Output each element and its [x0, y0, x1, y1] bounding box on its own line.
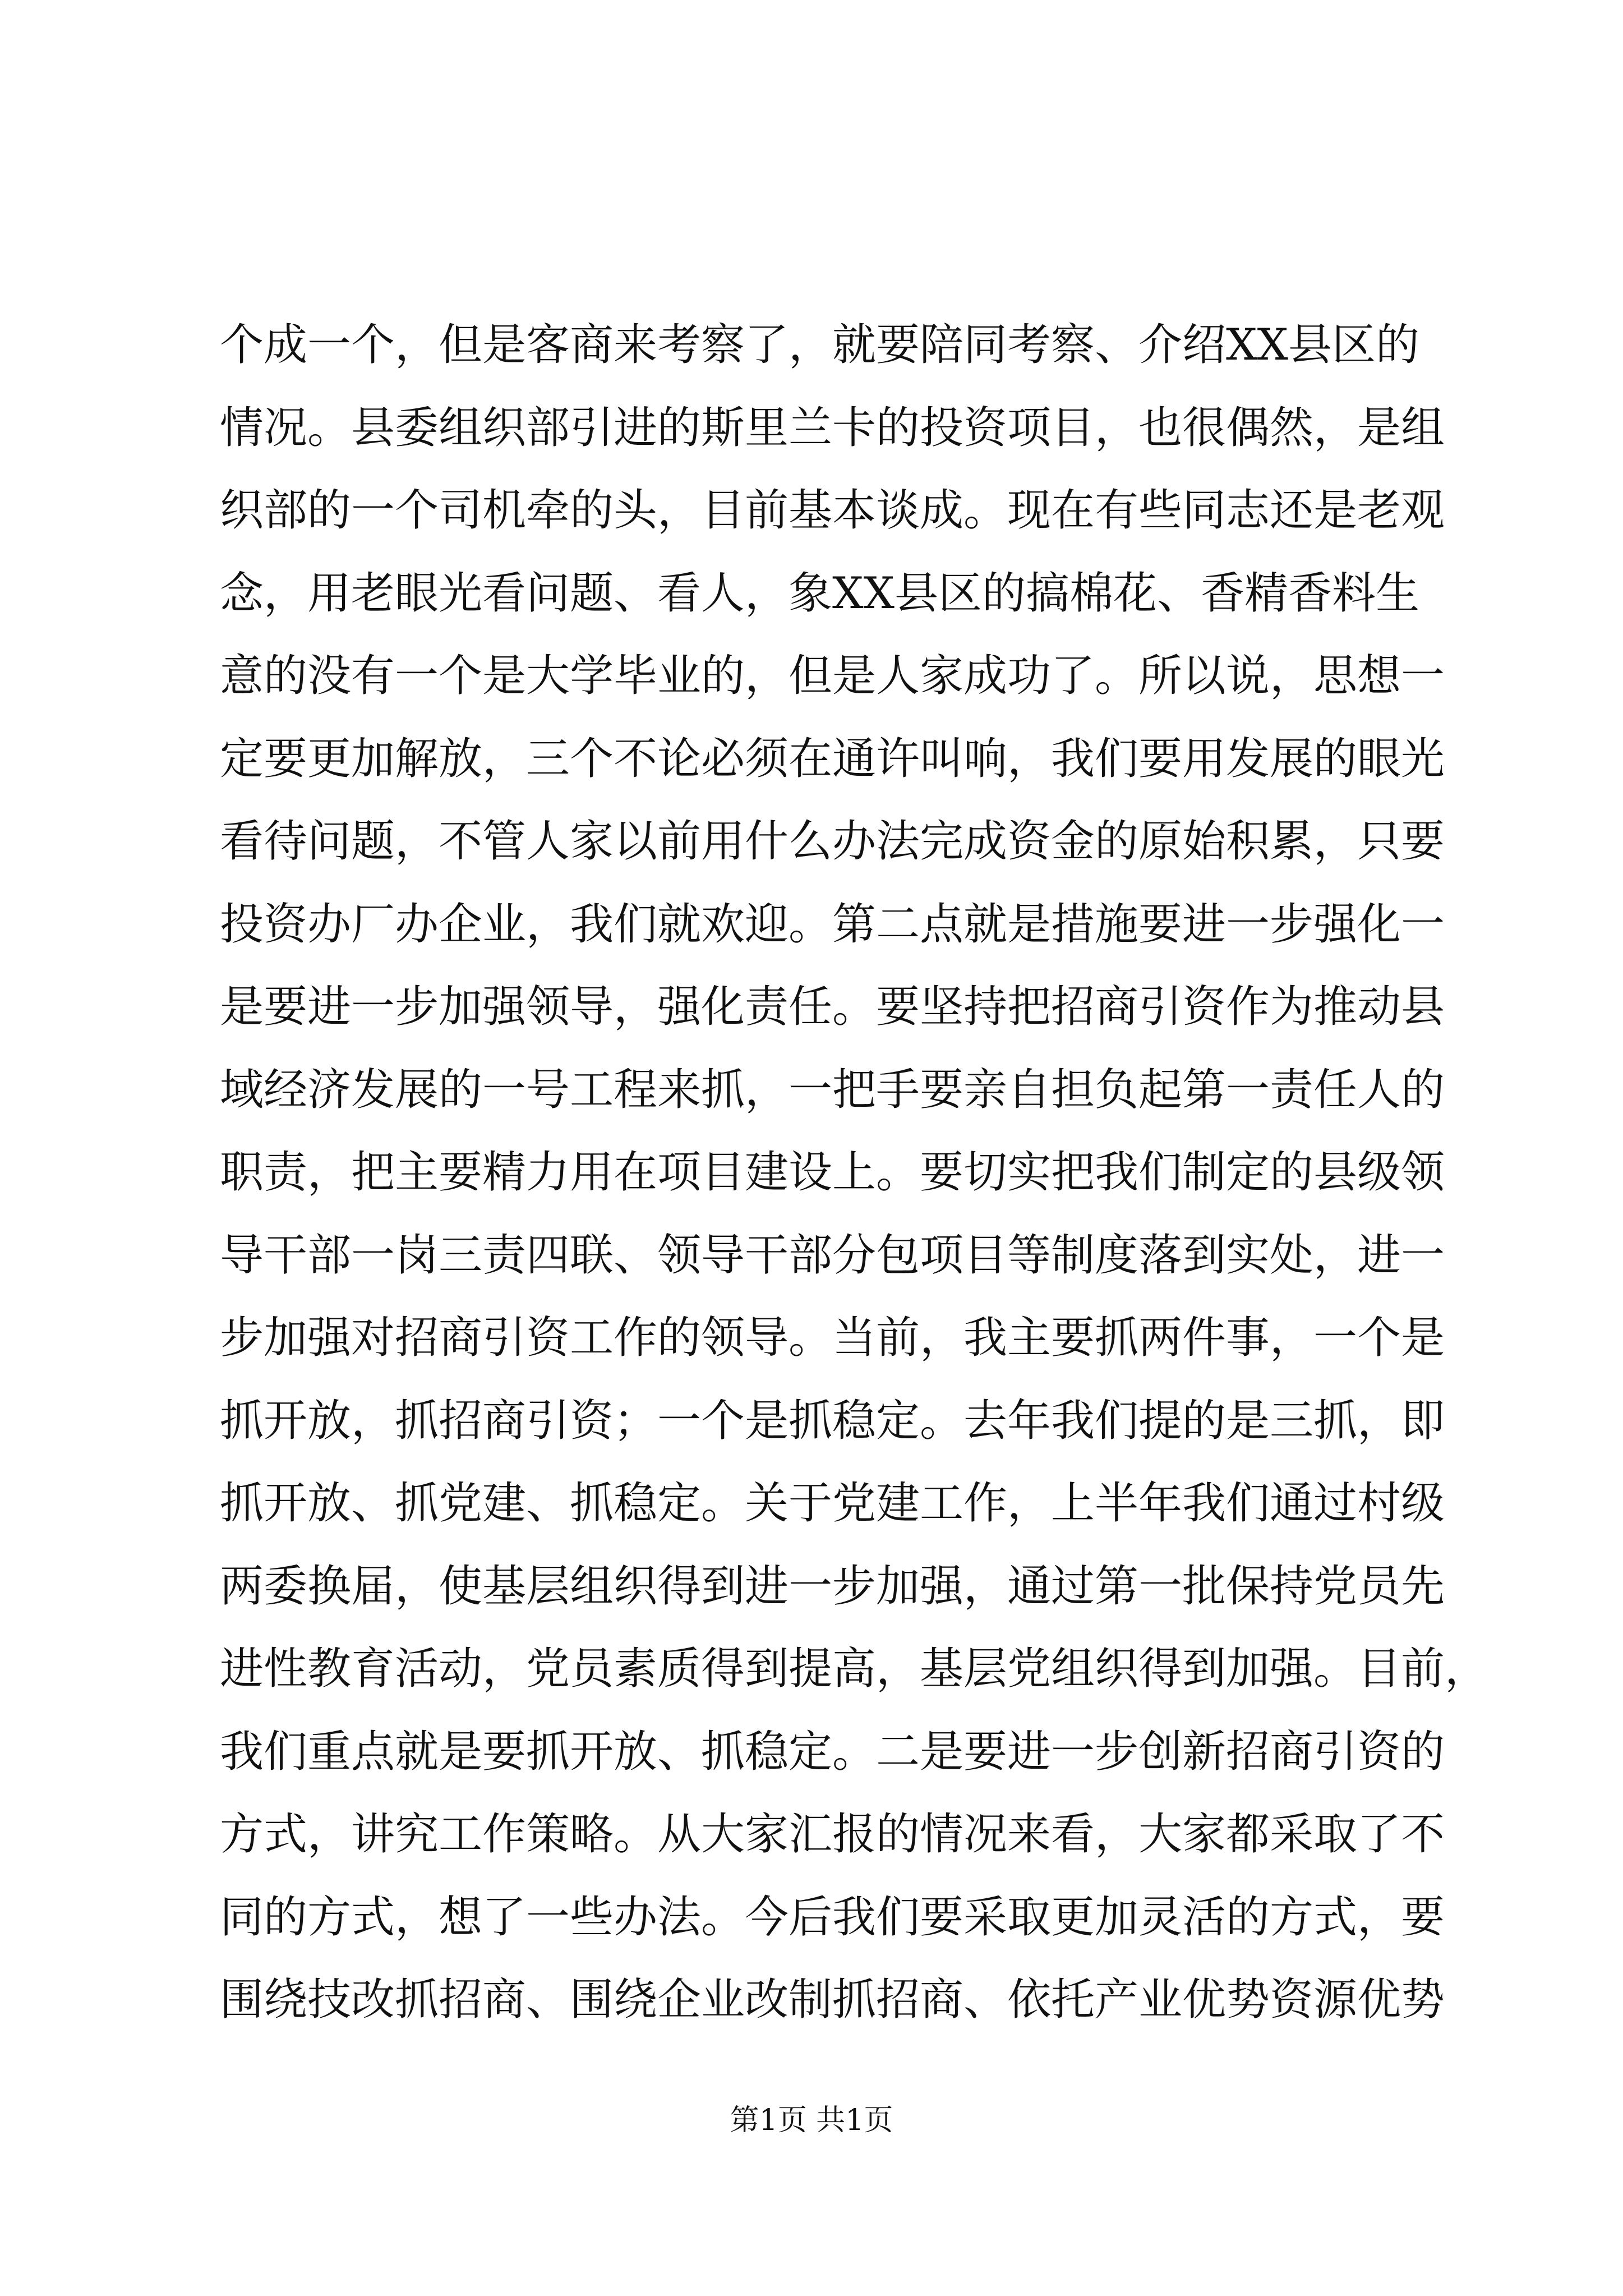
text-line: 个成一个，但是客商来考察了，就要陪同考察、介绍XX县区的	[220, 320, 1420, 370]
text-line: 方式，讲究工作策略。从大家汇报的情况来看，大家都采取了不	[220, 1809, 1445, 1860]
text-line: 投资办厂办企业，我们就欢迎。第二点就是措施要进一步强化一	[220, 899, 1445, 950]
body-text	[220, 304, 1489, 2042]
text-line: 织部的一个司机牵的头，目前基本谈成。现在有些同志还是老观	[220, 485, 1445, 536]
text-line: 情况。县委组织部引进的斯里兰卡的投资项目，也很偶然，是组	[220, 402, 1445, 453]
text-line: 我们重点就是要抓开放、抓稳定。二是要进一步创新招商引资的	[220, 1726, 1445, 1777]
text-line: 定要更加解放，三个不论必须在通许叫响，我们要用发展的眼光	[220, 733, 1445, 784]
text-line: 是要进一步加强领导，强化责任。要坚持把招商引资作为推动县	[220, 982, 1445, 1032]
text-line: 职责，把主要精力用在项目建设上。要切实把我们制定的县级领	[220, 1147, 1445, 1198]
text-line: 抓开放，抓招商引资；一个是抓稳定。去年我们提的是三抓，即	[220, 1395, 1445, 1446]
text-line: 意的没有一个是大学毕业的，但是人家成功了。所以说，思想一	[220, 651, 1445, 701]
text-line: 步加强对招商引资工作的领导。当前，我主要抓两件事，一个是	[220, 1313, 1445, 1363]
text-line: 念，用老眼光看问题、看人，象XX县区的搞棉花、香精香料生	[220, 568, 1420, 619]
text-line: 进性教育活动，党员素质得到提高，基层党组织得到加强。目前，	[220, 1644, 1489, 1694]
text-line: 看待问题，不管人家以前用什么办法完成资金的原始积累，只要	[220, 816, 1445, 867]
page-footer	[0, 2102, 1623, 2138]
page-number: 第1页 共1页	[730, 2104, 893, 2137]
text-line: 域经济发展的一号工程来抓，一把手要亲自担负起第一责任人的	[220, 1064, 1445, 1115]
text-line: 同的方式，想了一些办法。今后我们要采取更加灵活的方式，要	[220, 1892, 1445, 1943]
text-line: 两委换届，使基层组织得到进一步加强，通过第一批保持党员先	[220, 1561, 1445, 1612]
text-line: 导干部一岗三责四联、领导干部分包项目等制度落到实处，进一	[220, 1230, 1445, 1281]
text-line: 抓开放、抓党建、抓稳定。关于党建工作，上半年我们通过村级	[220, 1478, 1445, 1529]
text-line: 围绕技改抓招商、围绕企业改制抓招商、依托产业优势资源优势	[220, 1975, 1445, 2025]
